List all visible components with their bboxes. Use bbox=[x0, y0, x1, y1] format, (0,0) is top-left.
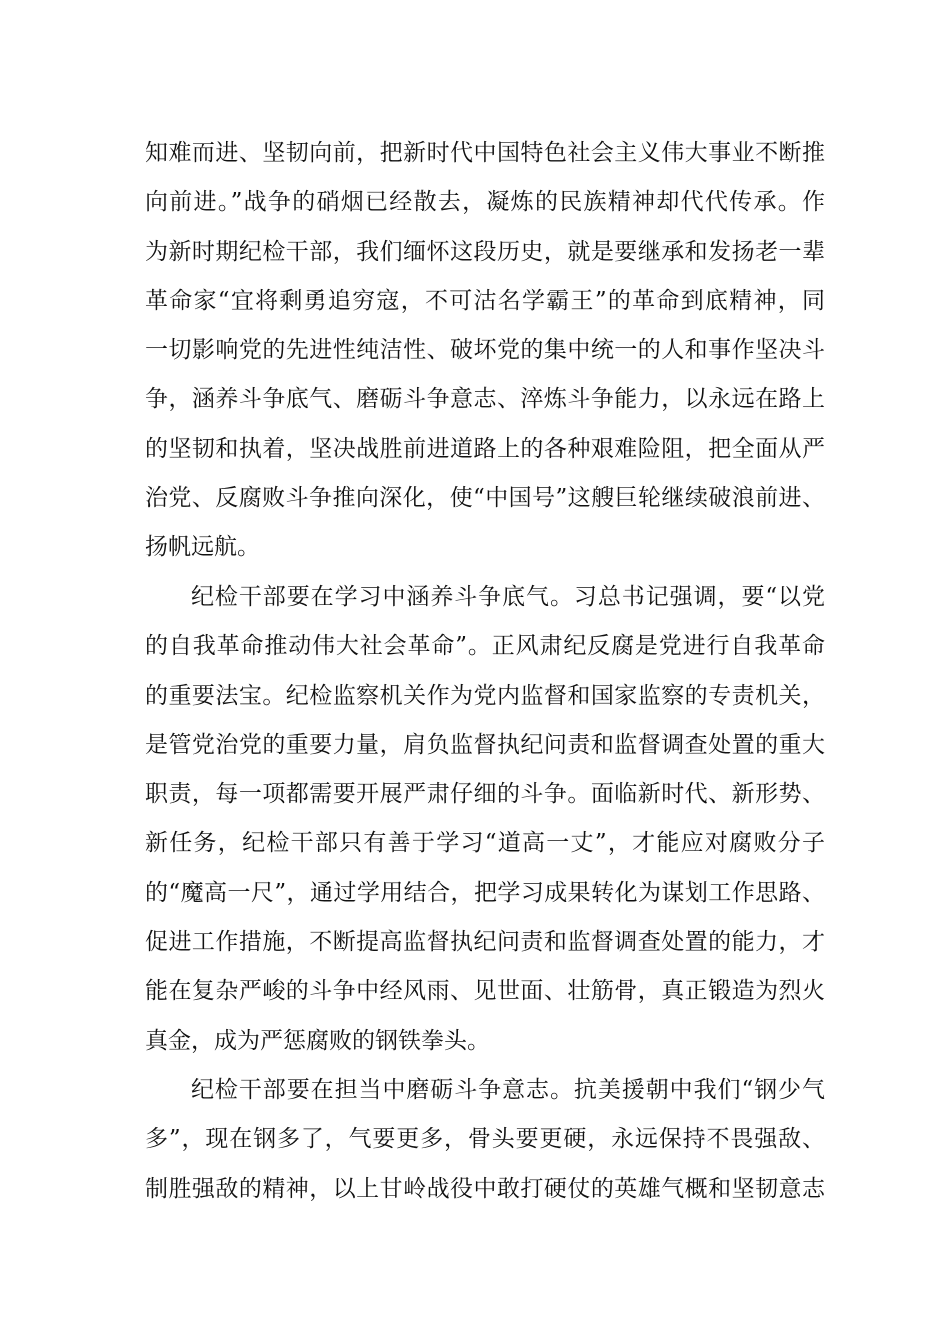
text-line: 扬帆远航。 bbox=[145, 534, 260, 561]
text-line: 促进工作措施，不断提高监督执纪问责和监督调查处置的能力，才 bbox=[145, 929, 825, 956]
text-line: 多”，现在钢多了，气要更多，骨头要更硬，永远保持不畏强敌、 bbox=[145, 1126, 825, 1153]
text-line: 职责，每一项都需要开展严肃仔细的斗争。面临新时代、新形势、 bbox=[145, 781, 825, 808]
text-line: 能在复杂严峻的斗争中经风雨、见世面、壮筋骨，真正锻造为烈火 bbox=[145, 978, 825, 1005]
text-line: 的自我革命推动伟大社会革命”。正风肃纪反腐是党进行自我革命 bbox=[145, 633, 825, 660]
text-line: 新任务，纪检干部只有善于学习“道高一丈”，才能应对腐败分子 bbox=[145, 830, 825, 857]
text-line: 知难而进、坚韧向前，把新时代中国特色社会主义伟大事业不断推 bbox=[145, 140, 825, 166]
text-line: 纪检干部要在学习中涵养斗争底气。习总书记强调，要“以党 bbox=[191, 584, 825, 610]
text-line: 一切影响党的先进性纯洁性、破坏党的集中统一的人和事作坚决斗 bbox=[145, 337, 825, 364]
text-line: 治党、反腐败斗争推向深化，使“中国号”这艘巨轮继续破浪前进、 bbox=[145, 485, 825, 512]
paragraph-2 bbox=[145, 573, 825, 1066]
text-line: 制胜强敌的精神，以上甘岭战役中敢打硬仗的英雄气概和坚韧意志 bbox=[145, 1175, 825, 1202]
text-line: 真金，成为严惩腐败的钢铁拳头。 bbox=[145, 1027, 490, 1054]
text-line: 的“魔高一尺”，通过学用结合，把学习成果转化为谋划工作思路、 bbox=[145, 879, 825, 906]
text-line: 向前进。”战争的硝烟已经散去，凝炼的民族精神却代代传承。作 bbox=[145, 189, 825, 216]
text-line: 革命家“宜将剩勇追穷寇，不可沽名学霸王”的革命到底精神，同 bbox=[145, 287, 825, 314]
text-line: 为新时期纪检干部，我们缅怀这段历史，就是要继承和发扬老一辈 bbox=[145, 238, 825, 265]
text-line: 争，涵养斗争底气、磨砺斗争意志、淬炼斗争能力，以永远在路上 bbox=[145, 386, 825, 413]
text-line: 的坚韧和执着，坚决战胜前进道路上的各种艰难险阻，把全面从严 bbox=[145, 435, 825, 462]
paragraph-3 bbox=[145, 1066, 825, 1214]
text-line: 纪检干部要在担当中磨砺斗争意志。抗美援朝中我们“钢少气 bbox=[191, 1077, 825, 1103]
paragraph-1 bbox=[145, 129, 825, 573]
text-line: 是管党治党的重要力量，肩负监督执纪问责和监督调查处置的重大 bbox=[145, 731, 825, 758]
text-line: 的重要法宝。纪检监察机关作为党内监督和国家监察的专责机关， bbox=[145, 682, 825, 709]
